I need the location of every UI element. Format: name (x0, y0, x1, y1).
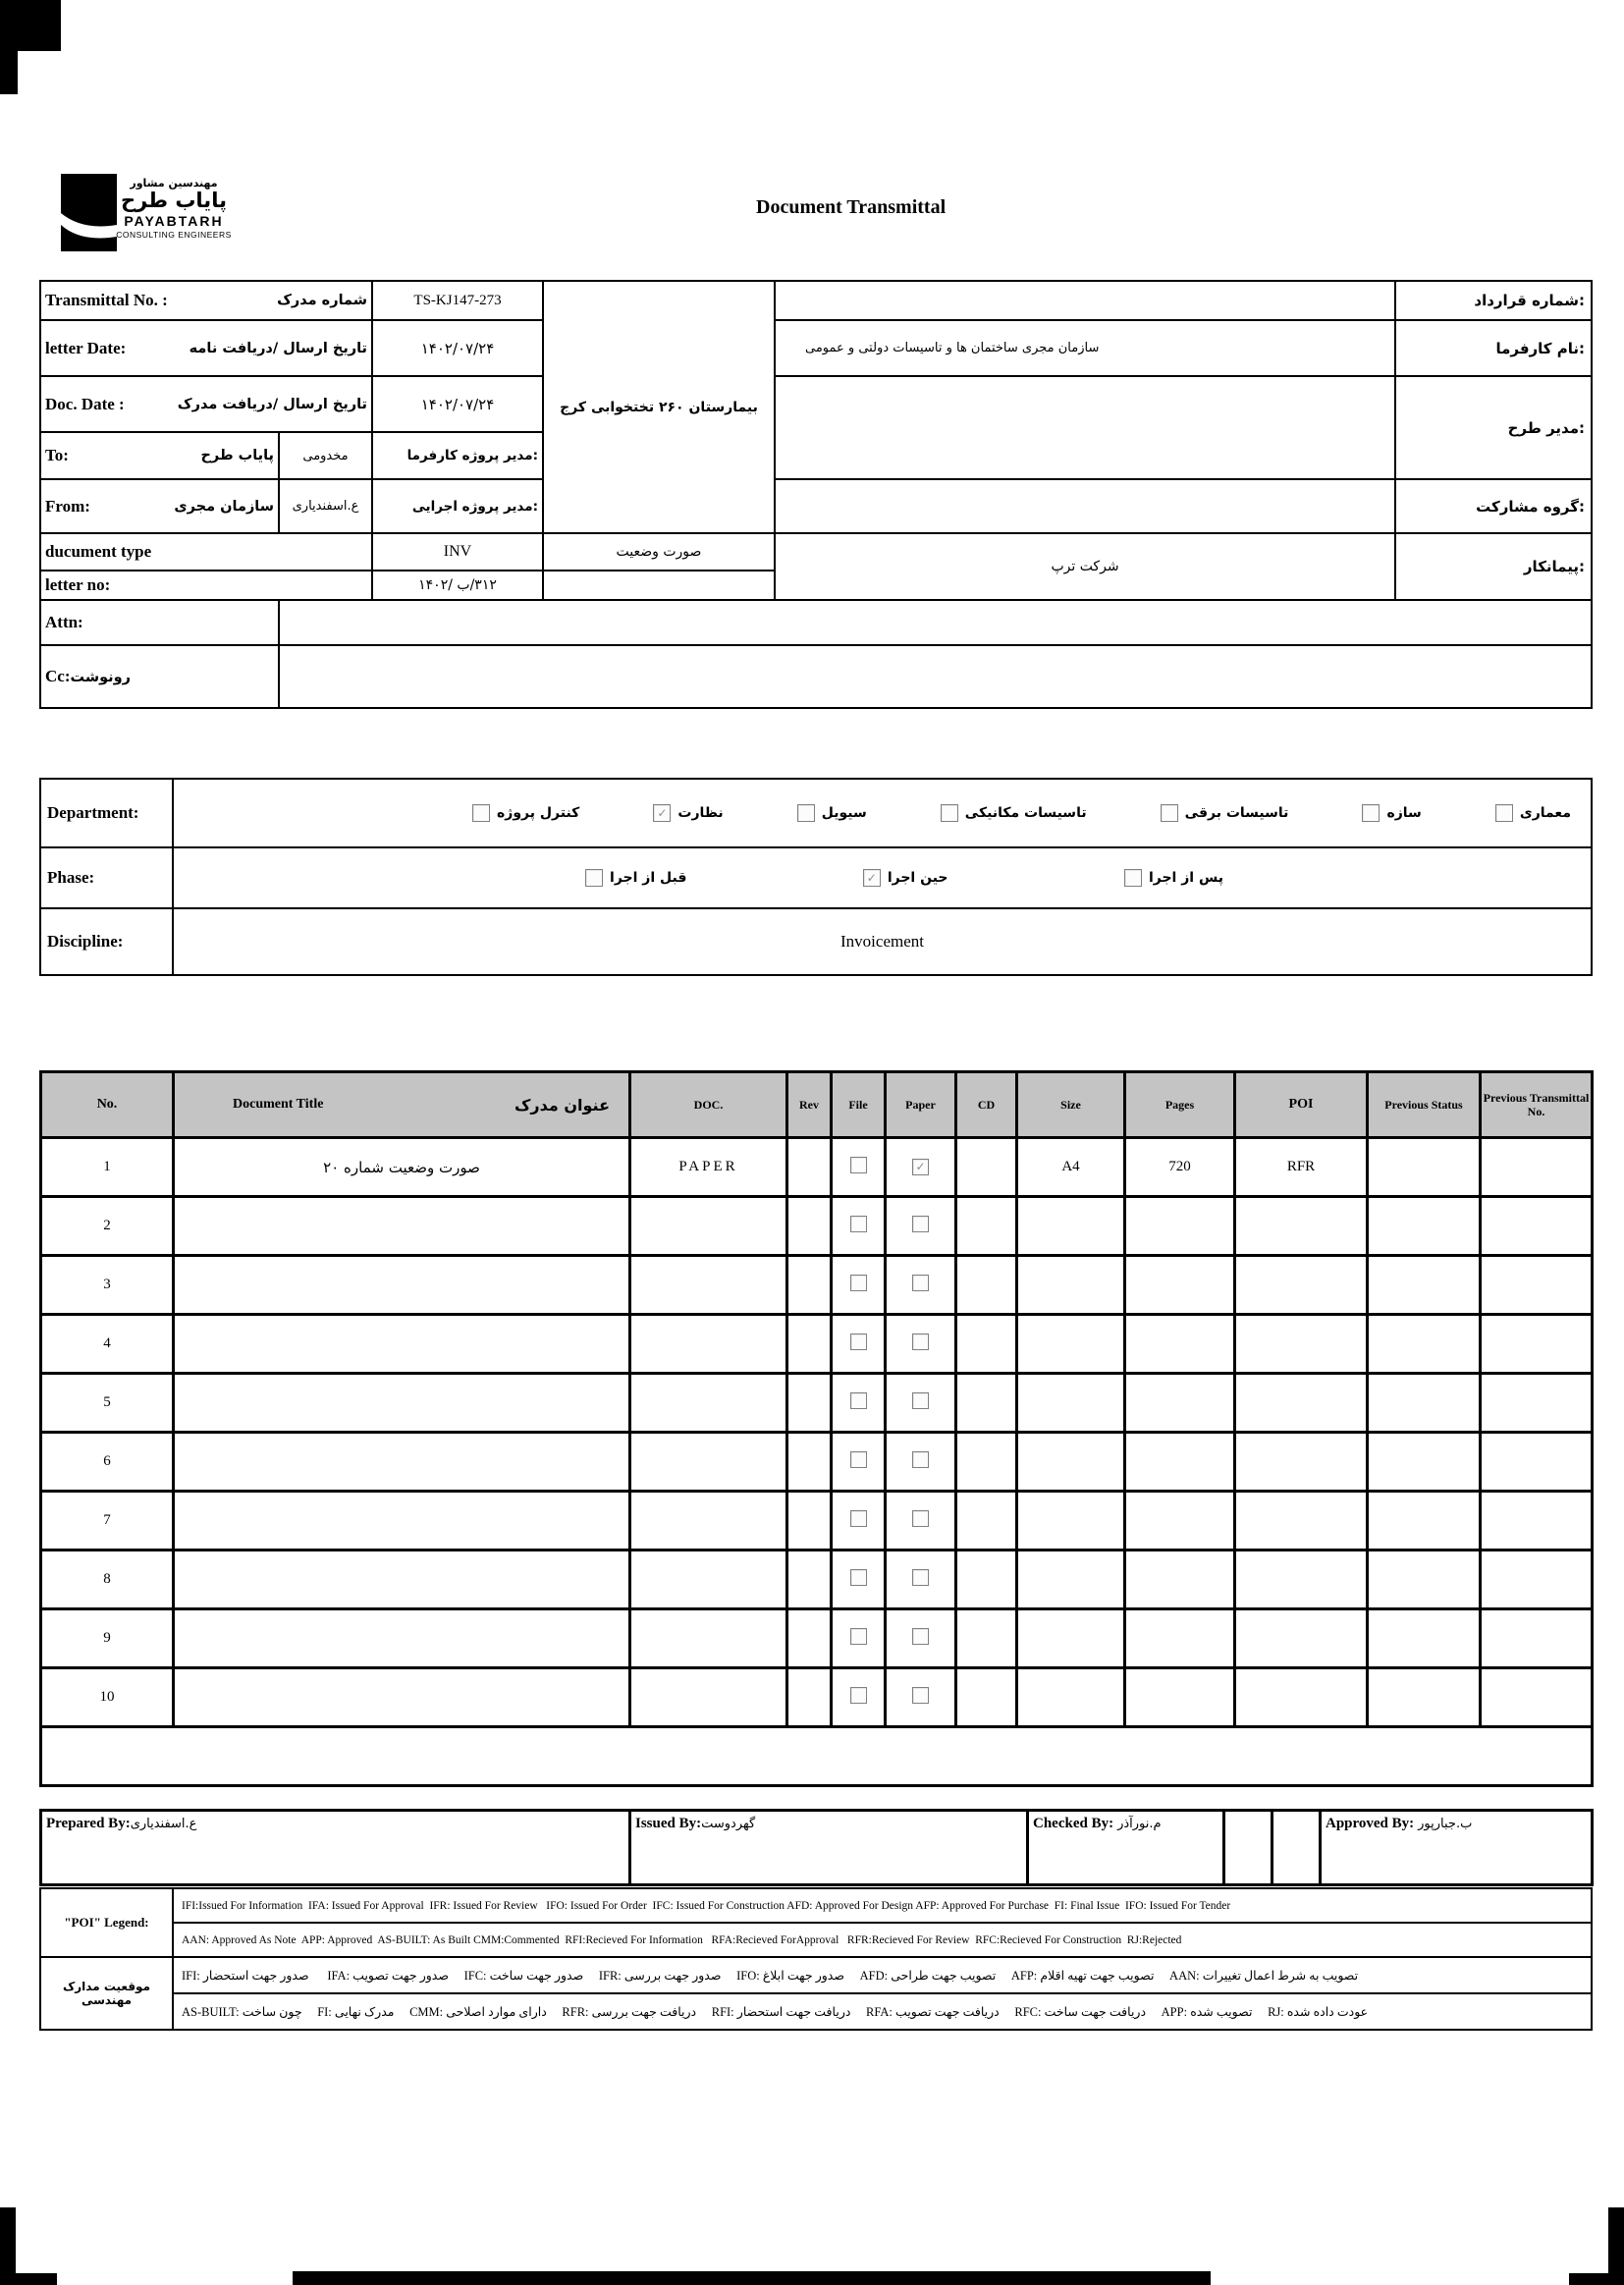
checkbox-label: سیویل (821, 805, 867, 821)
phase-options (173, 847, 1592, 908)
row-no: 9 (41, 1609, 174, 1668)
checkbox-icon[interactable] (1495, 804, 1513, 822)
transmittal-info-table (39, 280, 1593, 709)
row-poi (1235, 1668, 1368, 1727)
doc-status-legend-label: موقعیت مدارک مهندسی (40, 1957, 173, 2030)
row-doc (630, 1256, 787, 1315)
scan-mark-bottom-left (0, 2273, 57, 2285)
file-checkbox-icon[interactable] (850, 1275, 867, 1291)
row-rev (787, 1315, 832, 1374)
row-rev (787, 1609, 832, 1668)
col-header-title: Document Title عنوان مدرک (174, 1072, 630, 1138)
row-poi (1235, 1492, 1368, 1551)
checkbox-label: تاسیسات برقی (1184, 805, 1289, 821)
row-size (1017, 1551, 1125, 1609)
prepared-by-cell: Prepared By:ع.اسفندیاری (41, 1811, 630, 1885)
letter-no-empty-cell (543, 571, 775, 600)
row-no: 10 (41, 1668, 174, 1727)
from-role-label: مدیر پروژه اجرایی: (372, 479, 543, 533)
design-manager-label: مدیر طرح: (1395, 376, 1592, 479)
transmittal-no-label: Transmittal No. : شماره مدرک (40, 281, 372, 320)
col-header-rev: Rev (787, 1072, 832, 1138)
row-pages (1125, 1374, 1235, 1433)
poi-legend-label: "POI" Legend: (40, 1888, 173, 1957)
classification-table (39, 778, 1593, 976)
row-file-cell (832, 1433, 886, 1492)
file-checkbox-icon[interactable] (850, 1157, 867, 1173)
row-prev-status (1368, 1315, 1481, 1374)
row-no: 6 (41, 1433, 174, 1492)
row-file-cell (832, 1668, 886, 1727)
table-row (41, 1256, 1593, 1315)
row-no: 4 (41, 1315, 174, 1374)
checkbox-label: معماری (1519, 805, 1571, 821)
department-options (173, 779, 1592, 847)
col-header-cd: CD (956, 1072, 1017, 1138)
row-size (1017, 1197, 1125, 1256)
col-header-poi: POI (1235, 1072, 1368, 1138)
row-file-cell (832, 1551, 886, 1609)
row-doc (630, 1668, 787, 1727)
col-header-pages: Pages (1125, 1072, 1235, 1138)
row-prev-no (1481, 1668, 1593, 1727)
row-pages (1125, 1492, 1235, 1551)
row-prev-status (1368, 1551, 1481, 1609)
contract-no-value (775, 281, 1395, 320)
row-paper-cell (886, 1433, 956, 1492)
row-poi (1235, 1433, 1368, 1492)
attn-label: Attn: (40, 600, 279, 645)
row-no: 5 (41, 1374, 174, 1433)
row-prev-no (1481, 1256, 1593, 1315)
row-poi: RFR (1235, 1138, 1368, 1197)
row-prev-status (1368, 1256, 1481, 1315)
file-checkbox-icon[interactable] (850, 1333, 867, 1350)
file-checkbox-icon[interactable] (850, 1628, 867, 1645)
poi-legend-line-2: AAN: Approved As Note APP: Approved AS-BUILT: As Built CMM:Commented RFI:Recieved For Information RFA:Recieved ForApproval RFR:Recieved For Review RFC:Recieved For Construction RJ:Rejected (173, 1923, 1592, 1957)
row-prev-no (1481, 1551, 1593, 1609)
row-no: 8 (41, 1551, 174, 1609)
checked-by-cell: Checked By: م.نورآذر (1028, 1811, 1224, 1885)
row-file-cell (832, 1609, 886, 1668)
row-size (1017, 1256, 1125, 1315)
row-prev-status (1368, 1374, 1481, 1433)
signatures-table (39, 1809, 1594, 1886)
letter-no-value: ۳۱۲/ب /۱۴۰۲ (372, 571, 543, 600)
checkbox-label: نظارت (677, 805, 724, 821)
row-file-cell (832, 1256, 886, 1315)
department-checkbox-item[interactable] (1495, 804, 1571, 822)
brand-fa-name: پایاب طرح (121, 189, 227, 212)
paper-checkbox-icon[interactable] (912, 1216, 929, 1232)
row-rev (787, 1433, 832, 1492)
letter-no-label: letter no: (40, 571, 372, 600)
row-cd (956, 1492, 1017, 1551)
checkbox-icon[interactable] (585, 869, 603, 887)
table-row (41, 1609, 1593, 1668)
row-doc (630, 1551, 787, 1609)
row-prev-no (1481, 1197, 1593, 1256)
row-cd (956, 1138, 1017, 1197)
client-name-value: سازمان مجری ساختمان ها و تاسیسات دولتی و عمومی (775, 320, 1395, 376)
department-checkbox-item[interactable] (941, 804, 1087, 822)
checkbox-icon[interactable] (1362, 804, 1380, 822)
file-checkbox-icon[interactable] (850, 1392, 867, 1409)
row-title: صورت وضعیت شماره ۲۰ (174, 1138, 630, 1197)
row-cd (956, 1256, 1017, 1315)
row-poi (1235, 1315, 1368, 1374)
row-cd (956, 1609, 1017, 1668)
file-checkbox-icon[interactable] (850, 1687, 867, 1704)
paper-checkbox-icon[interactable] (912, 1628, 929, 1645)
row-cd (956, 1315, 1017, 1374)
department-checkbox-item[interactable] (797, 804, 867, 822)
phase-checkbox-item[interactable] (863, 869, 948, 887)
checkbox-icon[interactable]: ✓ (653, 804, 671, 822)
row-prev-status (1368, 1197, 1481, 1256)
doc-type-value: INV (372, 533, 543, 571)
signature-empty-cell-2 (1272, 1811, 1321, 1885)
row-file-cell (832, 1197, 886, 1256)
row-paper-cell (886, 1668, 956, 1727)
row-file-cell (832, 1315, 886, 1374)
col-header-file: File (832, 1072, 886, 1138)
row-rev (787, 1138, 832, 1197)
page-title: Document Transmittal (756, 196, 947, 218)
department-label: Department: (40, 779, 173, 847)
row-title (174, 1668, 630, 1727)
table-row (41, 1433, 1593, 1492)
scan-mark-top-left-edge (0, 0, 18, 94)
table-row (41, 1374, 1593, 1433)
row-no: 2 (41, 1197, 174, 1256)
attn-value[interactable] (279, 600, 1592, 645)
scan-mark-bottom-right (1569, 2273, 1624, 2285)
row-size (1017, 1433, 1125, 1492)
checkbox-label: سازه (1386, 805, 1422, 821)
department-checkbox-item[interactable] (1362, 804, 1421, 822)
col-header-no: No. (41, 1072, 174, 1138)
row-prev-status (1368, 1492, 1481, 1551)
row-doc (630, 1374, 787, 1433)
paper-checkbox-icon[interactable] (912, 1451, 929, 1468)
row-cd (956, 1374, 1017, 1433)
empty-notes-area (41, 1727, 1593, 1786)
row-paper-cell (886, 1315, 956, 1374)
row-cd (956, 1551, 1017, 1609)
row-poi (1235, 1551, 1368, 1609)
doc-status-legend-line-2: AS-BUILT: چون ساخت FI: مدرک نهایی CMM: دارای موارد اصلاحی RFR: دریافت جهت بررسی RFI: دریافت جهت استحضار RFA: دریافت جهت تصویب RFC: دریافت جهت ساخت APP: تصویب شده RJ: عودت داده شده (173, 1993, 1592, 2030)
row-paper-cell (886, 1551, 956, 1609)
row-poi (1235, 1374, 1368, 1433)
row-size (1017, 1374, 1125, 1433)
row-rev (787, 1551, 832, 1609)
company-brand (116, 177, 232, 240)
row-pages (1125, 1609, 1235, 1668)
approved-by-cell: Approved By: ب.جبارپور (1321, 1811, 1593, 1885)
paper-checkbox-icon[interactable] (912, 1333, 929, 1350)
doc-date-value: ۱۴۰۲/۰۷/۲۴ (372, 376, 543, 432)
row-prev-no (1481, 1492, 1593, 1551)
row-title (174, 1433, 630, 1492)
signature-empty-cell-1 (1224, 1811, 1272, 1885)
paper-checkbox-icon[interactable]: ✓ (912, 1159, 929, 1175)
row-prev-no (1481, 1609, 1593, 1668)
row-prev-status (1368, 1609, 1481, 1668)
discipline-value: Invoicement (173, 908, 1592, 975)
department-checkbox-item[interactable] (1161, 804, 1289, 822)
row-file-cell (832, 1138, 886, 1197)
jv-group-label: گروه مشارکت: (1395, 479, 1592, 533)
row-size (1017, 1492, 1125, 1551)
contractor-value: شرکت ترپ (775, 533, 1395, 600)
paper-checkbox-icon[interactable] (912, 1275, 929, 1291)
doc-status-legend-line-1: IFI: صدور جهت استحضار IFA: صدور جهت تصویب IFC: صدور جهت ساخت IFR: صدور جهت بررسی IFO: صدور جهت ابلاغ AFD: تصویب جهت طراحی AFP: تصویب جهت تهیه اقلام AAN: تصویب به شرط اعمال تغییرات (173, 1957, 1592, 1993)
brand-en-name: PAYABTARH (124, 213, 224, 230)
row-size (1017, 1668, 1125, 1727)
row-prev-status (1368, 1668, 1481, 1727)
row-rev (787, 1256, 832, 1315)
checkbox-icon[interactable]: ✓ (863, 869, 881, 887)
row-title (174, 1374, 630, 1433)
row-size (1017, 1609, 1125, 1668)
checkbox-label: حین اجرا (887, 870, 948, 886)
issued-by-cell: Issued By:گهردوست (630, 1811, 1028, 1885)
row-file-cell (832, 1374, 886, 1433)
to-person: مخدومی (279, 432, 372, 479)
row-cd (956, 1433, 1017, 1492)
phase-checkbox-item[interactable] (585, 869, 686, 887)
to-cell: To: پایاب طرح (40, 432, 279, 479)
company-logo-icon (61, 174, 117, 251)
row-title (174, 1197, 630, 1256)
design-manager-value (775, 376, 1395, 479)
row-pages: 720 (1125, 1138, 1235, 1197)
row-paper-cell (886, 1492, 956, 1551)
row-paper-cell (886, 1256, 956, 1315)
doc-type-fa-value: صورت وضعیت (543, 533, 775, 571)
row-doc (630, 1315, 787, 1374)
from-cell: From: سازمان مجری (40, 479, 279, 533)
poi-legend-table (39, 1887, 1593, 2031)
doc-date-label: Doc. Date : تاریخ ارسال /دریافت مدرک (40, 376, 372, 432)
table-row (41, 1492, 1593, 1551)
phase-label: Phase: (40, 847, 173, 908)
row-file-cell (832, 1492, 886, 1551)
row-rev (787, 1492, 832, 1551)
letter-date-value: ۱۴۰۲/۰۷/۲۴ (372, 320, 543, 376)
table-row (41, 1551, 1593, 1609)
letter-date-label: letter Date: تاریخ ارسال /دریافت نامه (40, 320, 372, 376)
row-size (1017, 1315, 1125, 1374)
row-doc (630, 1492, 787, 1551)
row-doc (630, 1609, 787, 1668)
paper-checkbox-icon[interactable] (912, 1510, 929, 1527)
row-title (174, 1315, 630, 1374)
checkbox-label: پس از اجرا (1148, 870, 1223, 886)
client-name-label: نام کارفرما: (1395, 320, 1592, 376)
row-prev-no (1481, 1138, 1593, 1197)
row-pages (1125, 1315, 1235, 1374)
row-pages (1125, 1256, 1235, 1315)
documents-table (39, 1070, 1594, 1787)
row-size: A4 (1017, 1138, 1125, 1197)
row-poi (1235, 1609, 1368, 1668)
col-header-doc: DOC. (630, 1072, 787, 1138)
doc-type-label: ducument type (40, 533, 372, 571)
row-prev-no (1481, 1374, 1593, 1433)
checkbox-label: کنترل پروژه (497, 805, 580, 821)
checkbox-icon[interactable] (797, 804, 815, 822)
table-row (41, 1197, 1593, 1256)
row-doc (630, 1433, 787, 1492)
row-title (174, 1492, 630, 1551)
col-header-prev-no: Previous Transmittal No. (1481, 1072, 1593, 1138)
row-title (174, 1551, 630, 1609)
brand-en-tagline: CONSULTING ENGINEERS (116, 230, 232, 241)
row-doc (630, 1197, 787, 1256)
row-paper-cell (886, 1374, 956, 1433)
row-pages (1125, 1551, 1235, 1609)
checkbox-icon[interactable] (472, 804, 490, 822)
file-checkbox-icon[interactable] (850, 1569, 867, 1586)
checkbox-icon[interactable] (1161, 804, 1178, 822)
paper-checkbox-icon[interactable] (912, 1687, 929, 1704)
row-pages (1125, 1668, 1235, 1727)
checkbox-label: قبل از اجرا (610, 870, 687, 886)
row-paper-cell (886, 1609, 956, 1668)
table-row (41, 1668, 1593, 1727)
row-no: 1 (41, 1138, 174, 1197)
row-no: 7 (41, 1492, 174, 1551)
cc-label: Cc:رونوشت (40, 645, 279, 708)
table-row (41, 1315, 1593, 1374)
brand-fa-tagline: مهندسین مشاور (130, 177, 218, 190)
row-paper-cell (886, 1197, 956, 1256)
table-row (41, 1138, 1593, 1197)
row-cd (956, 1668, 1017, 1727)
contract-no-label: شماره قرارداد: (1395, 281, 1592, 320)
row-doc: PAPER (630, 1138, 787, 1197)
row-title (174, 1256, 630, 1315)
department-checkbox-item[interactable] (472, 804, 579, 822)
row-prev-no (1481, 1433, 1593, 1492)
row-poi (1235, 1197, 1368, 1256)
poi-legend-line-1: IFI:Issued For Information IFA: Issued For Approval IFR: Issued For Review IFO: Issued For Order IFC: Issued For Construction AFD: Approved For Design AFP: Approved For Purchase FI: Final Issue IFO: Issued For Tender (173, 1888, 1592, 1923)
checkbox-label: تاسیسات مکانیکی (964, 805, 1087, 821)
col-header-prev-status: Previous Status (1368, 1072, 1481, 1138)
jv-group-value (775, 479, 1395, 533)
file-checkbox-icon[interactable] (850, 1510, 867, 1527)
row-pages (1125, 1433, 1235, 1492)
checkbox-icon[interactable] (941, 804, 958, 822)
paper-checkbox-icon[interactable] (912, 1569, 929, 1586)
row-prev-status (1368, 1138, 1481, 1197)
col-header-paper: Paper (886, 1072, 956, 1138)
department-checkbox-item[interactable] (653, 804, 723, 822)
row-no: 3 (41, 1256, 174, 1315)
cc-value[interactable] (279, 645, 1592, 708)
row-rev (787, 1668, 832, 1727)
scan-mark-bottom-bar (293, 2271, 1211, 2285)
file-checkbox-icon[interactable] (850, 1216, 867, 1232)
row-rev (787, 1374, 832, 1433)
row-paper-cell (886, 1138, 956, 1197)
row-cd (956, 1197, 1017, 1256)
checkbox-icon[interactable] (1124, 869, 1142, 887)
row-poi (1235, 1256, 1368, 1315)
row-title (174, 1609, 630, 1668)
to-role-label: مدیر پروژه کارفرما: (372, 432, 543, 479)
row-pages (1125, 1197, 1235, 1256)
row-prev-no (1481, 1315, 1593, 1374)
discipline-label: Discipline: (40, 908, 173, 975)
from-person: ع.اسفندیاری (279, 479, 372, 533)
row-rev (787, 1197, 832, 1256)
file-checkbox-icon[interactable] (850, 1451, 867, 1468)
phase-checkbox-item[interactable] (1124, 869, 1223, 887)
transmittal-no-value: TS-KJ147-273 (372, 281, 543, 320)
row-prev-status (1368, 1433, 1481, 1492)
contractor-label: پیمانکار: (1395, 533, 1592, 600)
project-name: بیمارستان ۲۶۰ تختخوابی کرج (543, 281, 775, 533)
paper-checkbox-icon[interactable] (912, 1392, 929, 1409)
col-header-size: Size (1017, 1072, 1125, 1138)
